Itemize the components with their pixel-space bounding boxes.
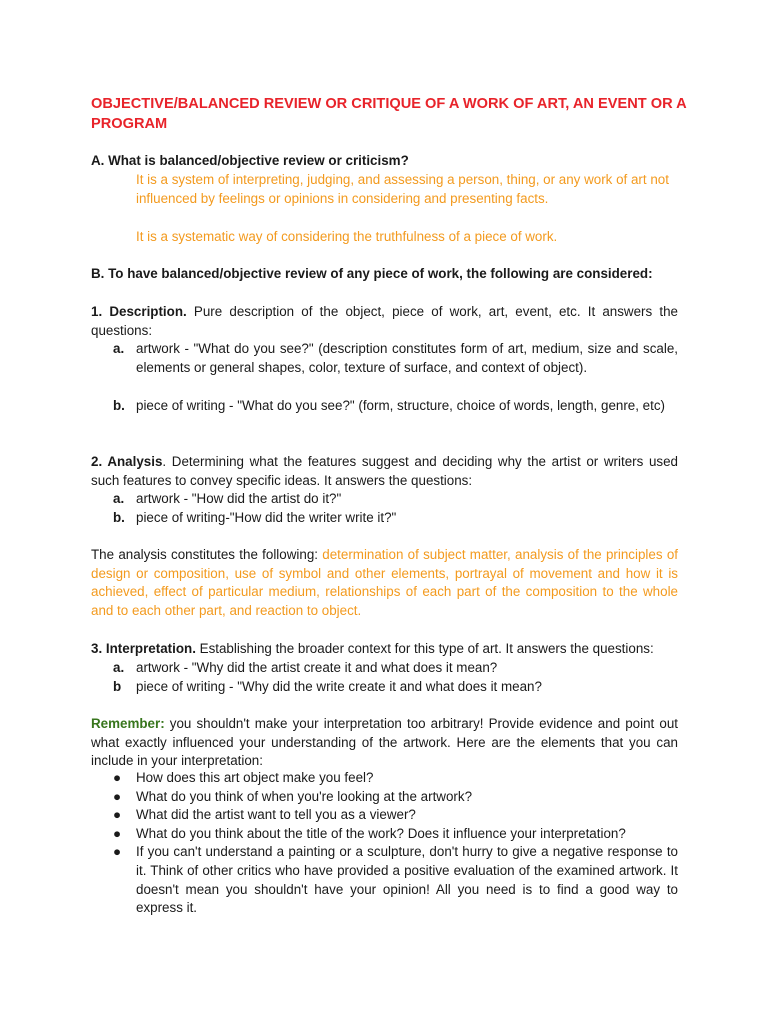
section-a-heading: A. What is balanced/objective review or criticism? bbox=[91, 153, 409, 168]
definition-2: It is a systematic way of considering the truthfulness of a piece of work. bbox=[136, 229, 558, 244]
bullet-icon: ● bbox=[113, 825, 122, 841]
interpretation-paragraph: 3. Interpretation. Establishing the broader context for this type of art. It answers the questions: bbox=[91, 641, 654, 656]
section-b-heading: B. To have balanced/objective review of any piece of work, the following are considered: bbox=[91, 266, 653, 281]
description-a-label: a. bbox=[113, 341, 125, 356]
analysis-paragraph: 2. Analysis. Determining what the features suggest and deciding why the artist or writers used such features to convey specific ideas. It answers the questions: bbox=[91, 454, 678, 488]
remember-label: Remember: bbox=[91, 716, 165, 731]
list-item: ● What do you think about the title of the work? Does it influence your interpretation? bbox=[91, 825, 678, 844]
bullet-icon: ● bbox=[113, 807, 122, 823]
remember-paragraph: Remember: you shouldn't make your interpretation too arbitrary! Provide evidence and point out what exactly influenced your understanding of the artwork. Here are the elements that you can include in your interpretation: bbox=[91, 716, 678, 769]
list-item: ● What do you think of when you're looking at the artwork? bbox=[91, 788, 678, 807]
interpretation-bullet-list bbox=[91, 769, 678, 918]
interpretation-a-label: a. bbox=[113, 660, 125, 675]
description-a-text: artwork - "What do you see?" (description constitutes form of art, medium, size and scale, elements or general shapes, color, texture of surface, and context of object). bbox=[136, 341, 678, 375]
definition-1: It is a system of interpreting, judging, and assessing a person, thing, or any work of art not influenced by feelings or opinions in considering and presenting facts. bbox=[136, 172, 669, 206]
analysis-a-text: artwork - "How did the artist do it?" bbox=[136, 491, 342, 506]
bullet-icon: ● bbox=[113, 844, 122, 860]
analysis-b-text: piece of writing-"How did the writer write it?" bbox=[136, 510, 397, 525]
list-item: ● What did the artist want to tell you as a viewer? bbox=[91, 806, 678, 825]
analysis-term: 2. Analysis bbox=[91, 454, 163, 469]
analysis-a-label: a. bbox=[113, 491, 125, 506]
description-term: 1. Description. bbox=[91, 304, 187, 319]
document-title: OBJECTIVE/BALANCED REVIEW OR CRITIQUE OF A WORK OF ART, AN EVENT OR A PROGRAM bbox=[91, 96, 687, 132]
analysis-constitutes: The analysis constitutes the following: determination of subject matter, analysis of the principles of design or composition, use of symbol and other elements, portrayal of movement and how it is achieved, effect of particular medium, relationships of each part of the composition to the whole and to each other part, and reaction to object. bbox=[91, 547, 678, 618]
interpretation-term: 3. Interpretation. bbox=[91, 641, 196, 656]
interpretation-b-text: piece of writing - "Why did the write create it and what does it mean? bbox=[136, 679, 542, 694]
description-paragraph: 1. Description. Pure description of the object, piece of work, art, event, etc. It answers the questions: bbox=[91, 304, 678, 338]
bullet-icon: ● bbox=[113, 770, 122, 785]
bullet-icon: ● bbox=[113, 788, 122, 804]
analysis-b-label: b. bbox=[113, 510, 125, 525]
list-item: ● If you can't understand a painting or a sculpture, don't hurry to give a negative response to it. Think of other critics who have provided a positive evaluation of the examined artwork. It doesn't mean you shouldn't have your opinion! All you need is to find a good way to express it. bbox=[113, 844, 678, 916]
interpretation-a-text: artwork - "Why did the artist create it and what does it mean? bbox=[136, 660, 498, 675]
interpretation-b-label: b bbox=[113, 679, 122, 694]
description-b-text: piece of writing - "What do you see?" (form, structure, choice of words, length, genre, etc) bbox=[136, 398, 666, 413]
description-b-label: b. bbox=[113, 398, 125, 413]
list-item: ● How does this art object make you feel? bbox=[91, 769, 678, 788]
